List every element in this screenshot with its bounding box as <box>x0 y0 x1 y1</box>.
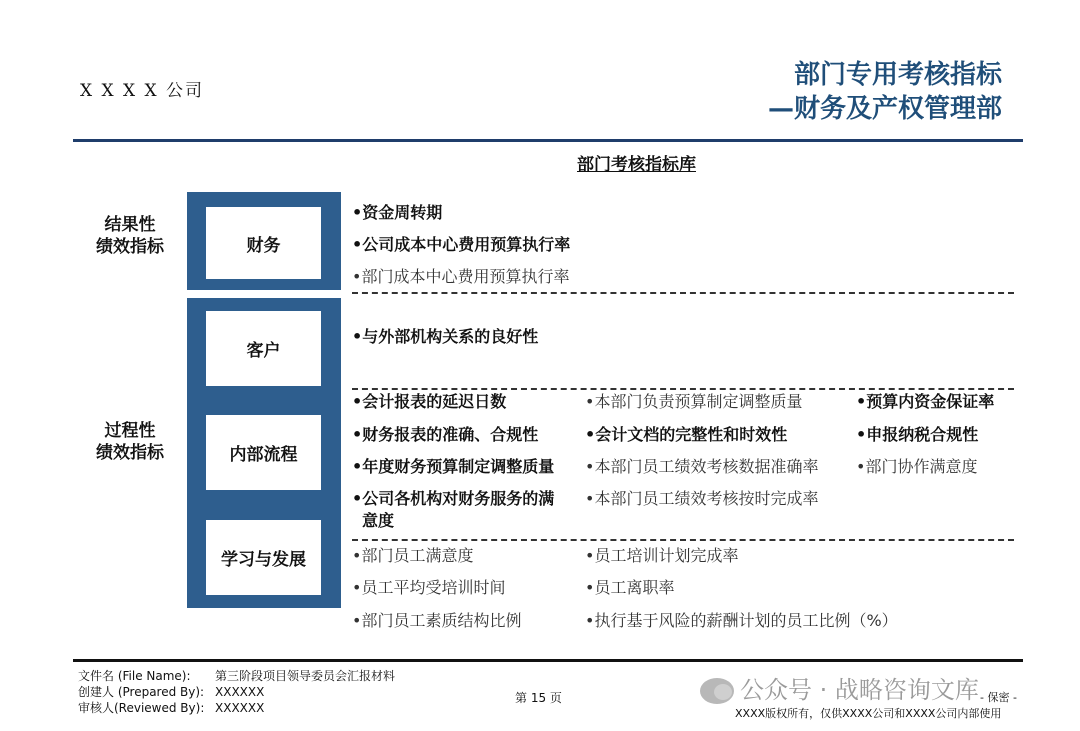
category-result-label: 结果性 绩效指标 <box>96 215 164 257</box>
copyright-notice: XXXX版权所有，仅供XXXX公司和XXXX公司内部使用 <box>735 707 1002 720</box>
category-process-label: 过程性 绩效指标 <box>96 421 164 463</box>
dimension-customer: 客户 <box>206 311 321 386</box>
process-frame <box>187 298 341 608</box>
internal-item: •本部门员工绩效考核数据准确率 <box>585 457 819 476</box>
internal-item: •本部门员工绩效考核按时完成率 <box>585 489 819 508</box>
footer-file-label: 文件名 (File Name): <box>78 669 191 683</box>
learning-item: •执行基于风险的薪酬计划的员工比例（%） <box>585 611 898 630</box>
internal-item: •预算内资金保证率 <box>856 392 995 411</box>
section-title: 部门考核指标库 <box>577 155 696 175</box>
dimension-finance: 财务 <box>206 207 321 279</box>
finance-item: •资金周转期 <box>352 203 443 222</box>
page-title-line1: 部门专用考核指标 <box>793 60 1002 90</box>
footer-prepared-label: 创建人 (Prepared By): <box>78 685 205 699</box>
footer-reviewed-label: 审核人(Reviewed By): <box>78 701 205 715</box>
internal-item: •本部门负责预算制定调整质量 <box>585 392 803 411</box>
internal-item: •年度财务预算制定调整质量 <box>352 457 555 476</box>
confidential-label: - 保密 - <box>980 691 1017 704</box>
internal-item: •申报纳税合规性 <box>856 425 979 444</box>
footer-divider <box>73 659 1023 662</box>
learning-item: •员工培训计划完成率 <box>585 546 739 565</box>
footer-file-value: 第三阶段项目领导委员会汇报材料 <box>215 669 396 683</box>
internal-item: •部门协作满意度 <box>856 457 978 476</box>
internal-item: •会计报表的延迟日数 <box>352 392 507 411</box>
watermark-text: 公众号 · 战略咨询文库 <box>740 676 979 704</box>
wechat-icon <box>700 678 734 704</box>
learning-item: •员工平均受培训时间 <box>352 578 506 597</box>
page-title <box>768 58 1002 126</box>
divider-dashed <box>352 292 1014 294</box>
footer-reviewed-value: XXXXXX <box>215 701 265 715</box>
internal-item-continued: 意度 <box>362 511 395 530</box>
finance-frame <box>187 192 341 290</box>
internal-item: •公司各机构对财务服务的满 <box>352 489 555 508</box>
header-divider <box>73 139 1023 142</box>
internal-item: •财务报表的准确、合规性 <box>352 425 539 444</box>
footer-prepared-value: XXXXXX <box>215 685 265 699</box>
watermark <box>700 670 979 705</box>
learning-item: •部门员工满意度 <box>352 546 474 565</box>
finance-item: •部门成本中心费用预算执行率 <box>352 267 570 286</box>
finance-item: •公司成本中心费用预算执行率 <box>352 235 571 254</box>
page-number: 第 15 页 <box>515 691 562 705</box>
customer-item: •与外部机构关系的良好性 <box>352 327 539 346</box>
dimension-learning: 学习与发展 <box>206 520 321 595</box>
internal-item: •会计文档的完整性和时效性 <box>585 425 788 444</box>
company-name: X X X X 公司 <box>80 81 205 101</box>
learning-item: •员工离职率 <box>585 578 675 597</box>
dimension-internal: 内部流程 <box>206 415 321 490</box>
divider-dashed <box>352 388 1014 390</box>
learning-item: •部门员工素质结构比例 <box>352 611 522 630</box>
divider-dashed <box>352 539 1014 541</box>
page-title-line2: —财务及产权管理部 <box>767 94 1002 124</box>
